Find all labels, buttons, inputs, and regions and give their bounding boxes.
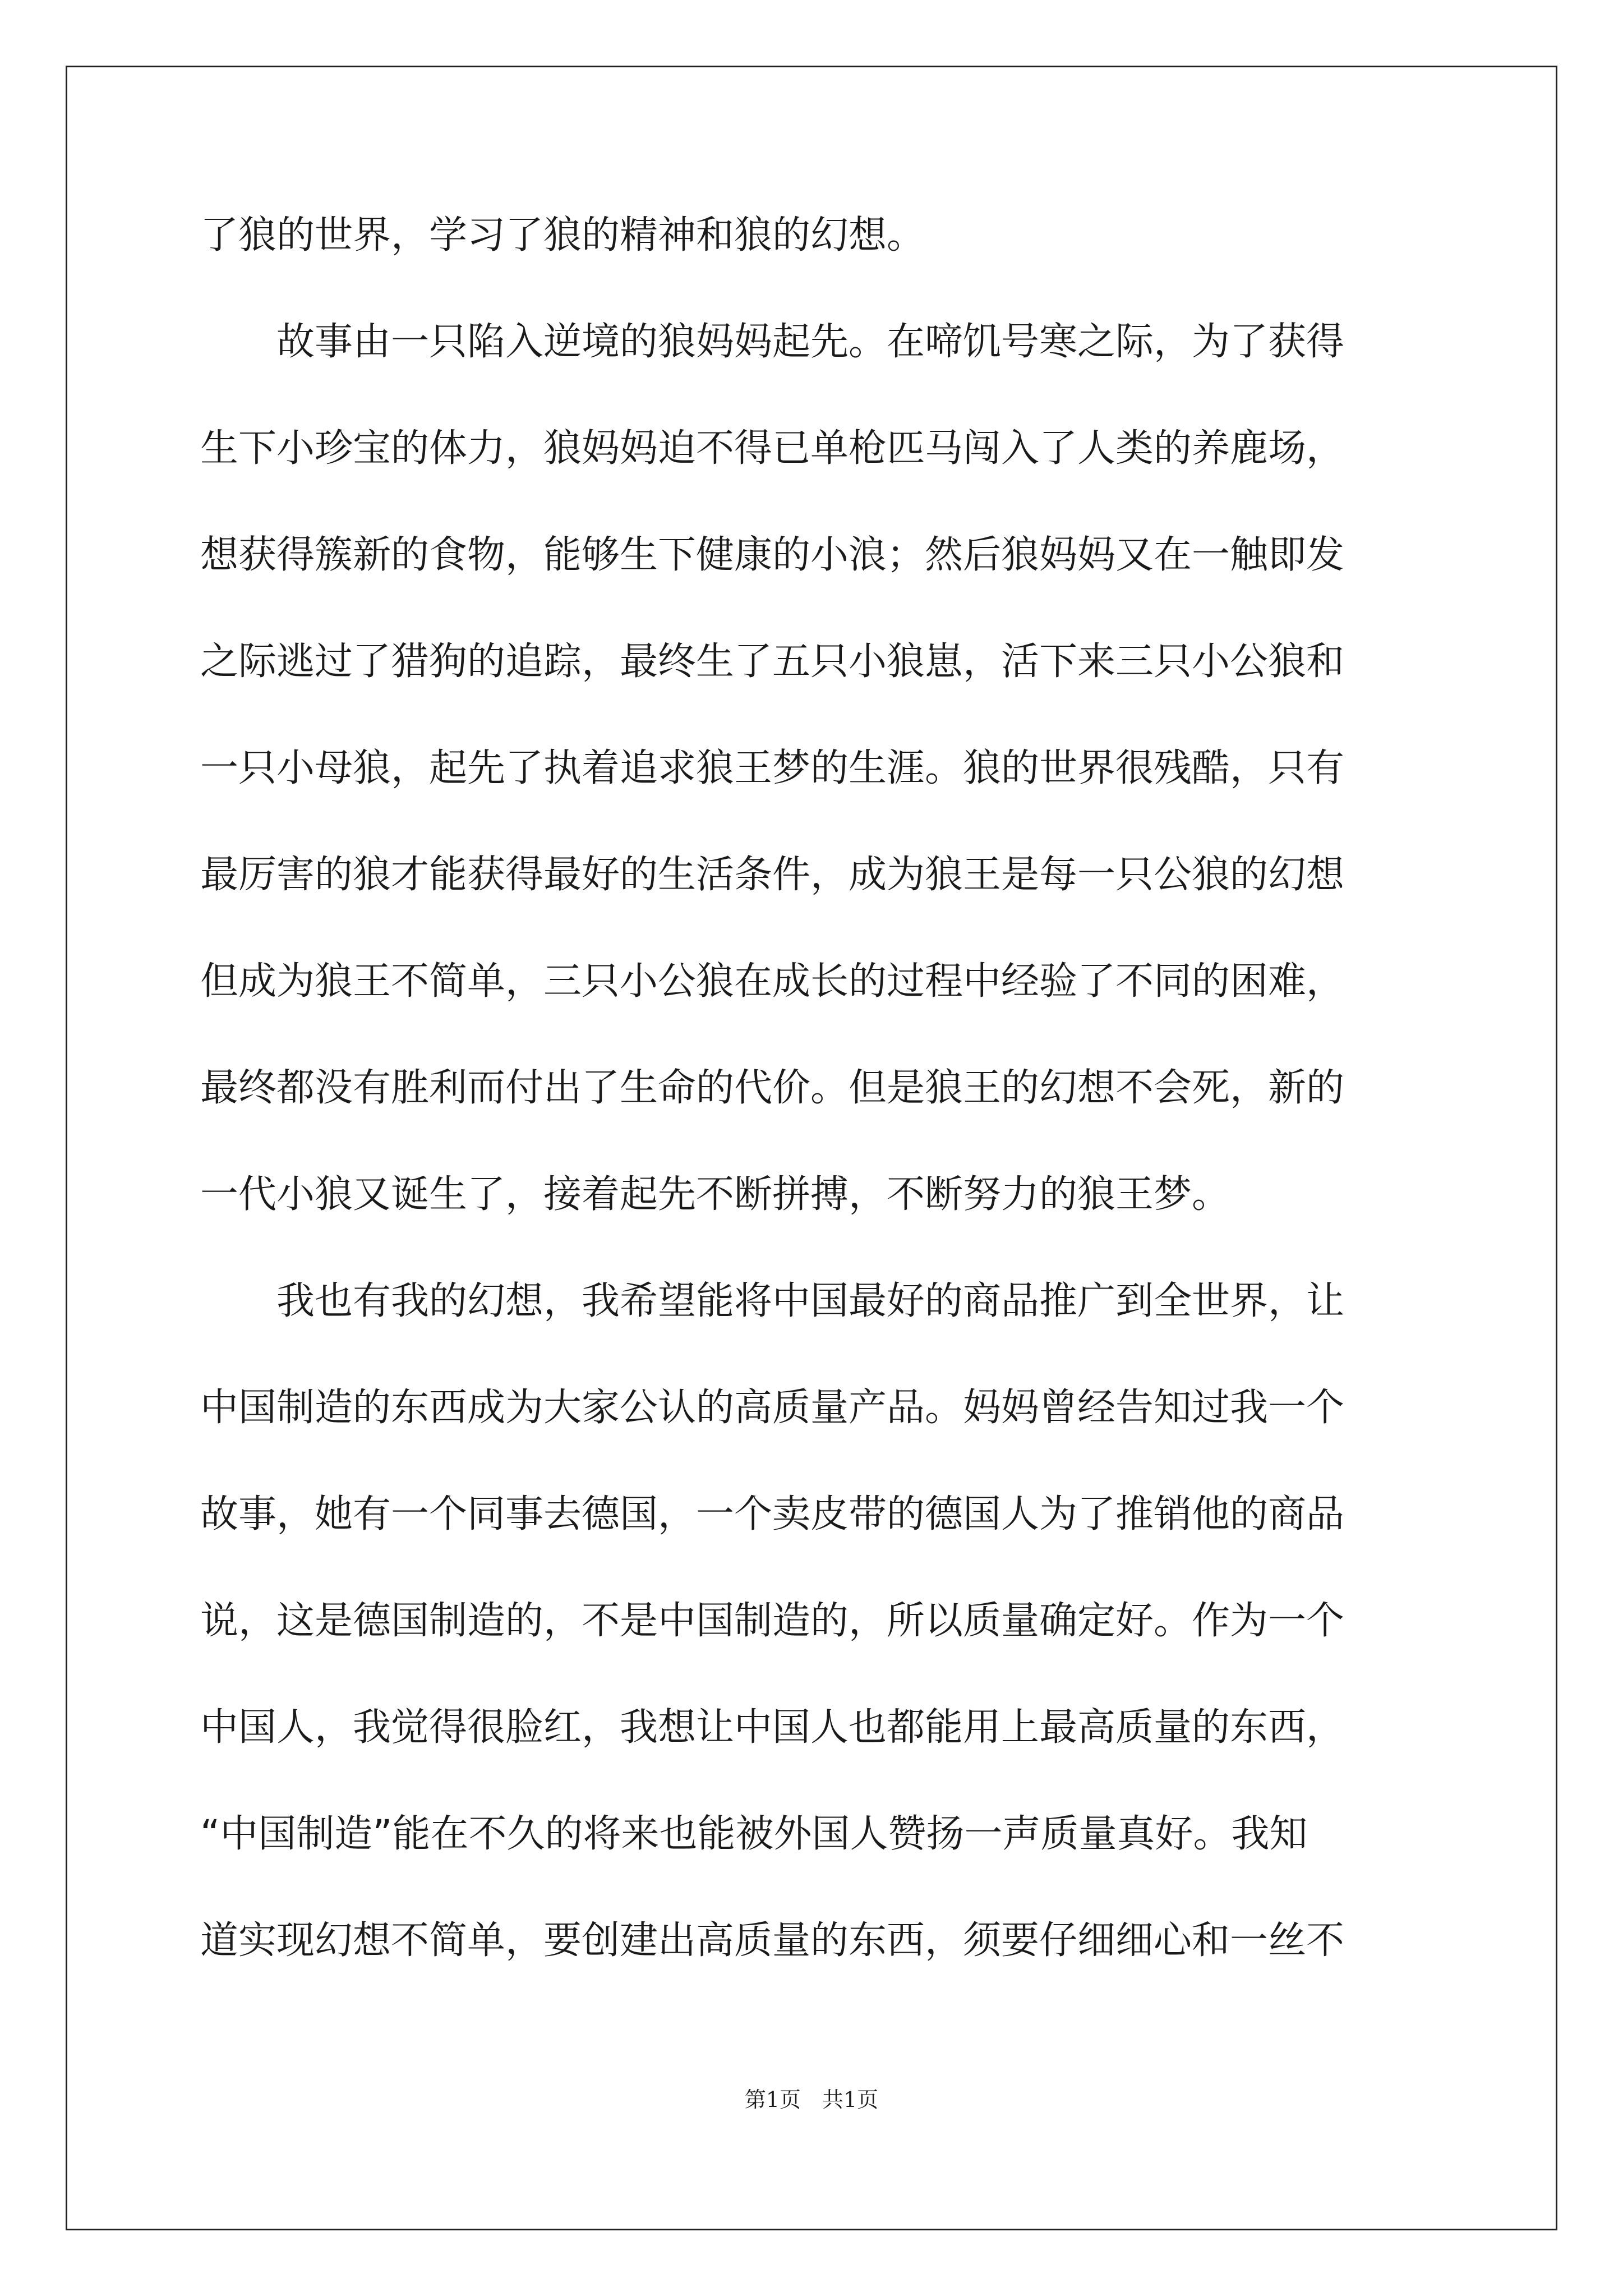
text-line: 之际逃过了猎狗的追踪，最终生了五只小狼崽，活下来三只小公狼和 bbox=[200, 639, 1345, 684]
text-line: 故事，她有一个同事去德国，一个卖皮带的德国人为了推销他的商品 bbox=[200, 1492, 1345, 1536]
text-line: “中国制造”能在不久的将来也能被外国人赞扬一声质量真好。我知 bbox=[200, 1812, 1308, 1856]
page-number-footer: 第1页 共1页 bbox=[744, 2087, 879, 2112]
text-line: 中国人，我觉得很脸红，我想让中国人也都能用上最高质量的东西， bbox=[200, 1705, 1345, 1750]
text-line: 一代小狼又诞生了，接着起先不断拼搏，不断努力的狼王梦。 bbox=[200, 1172, 1230, 1217]
text-line: 最终都没有胜利而付出了生命的代价。但是狼王的幻想不会死，新的 bbox=[200, 1066, 1345, 1110]
text-line: 了狼的世界，学习了狼的精神和狼的幻想。 bbox=[200, 213, 925, 257]
text-line: 想获得簇新的食物，能够生下健康的小浪；然后狼妈妈又在一触即发 bbox=[200, 533, 1345, 577]
text-line: 一只小母狼，起先了执着追求狼王梦的生涯。狼的世界很残酷，只有 bbox=[200, 746, 1345, 790]
text-line: 道实现幻想不简单，要创建出高质量的东西，须要仔细细心和一丝不 bbox=[200, 1918, 1345, 1963]
page-border bbox=[66, 66, 1557, 2230]
text-line: 我也有我的幻想，我希望能将中国最好的商品推广到全世界，让 bbox=[200, 1279, 1345, 1323]
text-line: 故事由一只陷入逆境的狼妈妈起先。在啼饥号寒之际，为了获得 bbox=[200, 320, 1345, 364]
text-line: 但成为狼王不简单，三只小公狼在成长的过程中经验了不同的困难， bbox=[200, 959, 1345, 1004]
text-line: 中国制造的东西成为大家公认的高质量产品。妈妈曾经告知过我一个 bbox=[200, 1386, 1345, 1430]
text-line: 生下小珍宝的体力，狼妈妈迫不得已单枪匹马闯入了人类的养鹿场， bbox=[200, 426, 1345, 471]
text-line: 最厉害的狼才能获得最好的生活条件，成为狼王是每一只公狼的幻想 bbox=[200, 853, 1345, 897]
text-line: 说，这是德国制造的，不是中国制造的，所以质量确定好。作为一个 bbox=[200, 1599, 1345, 1643]
